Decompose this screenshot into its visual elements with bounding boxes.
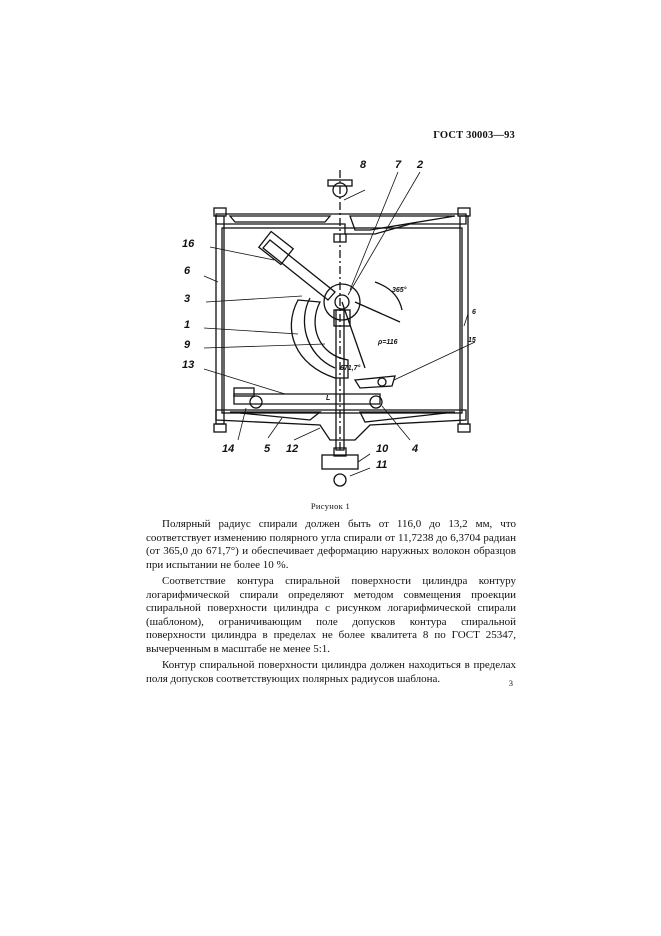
angle-label: 365°: [392, 287, 407, 294]
block-10: [322, 455, 358, 469]
label-11: 11: [376, 459, 388, 471]
label-12: 12: [286, 443, 299, 455]
label-2: 2: [417, 159, 424, 171]
label-7: 7: [395, 159, 402, 171]
part-15: [355, 376, 395, 388]
label-3: 3: [184, 293, 191, 305]
label-15: 15: [468, 337, 476, 344]
paragraph-2: Соответствие контура спиральной поверхности цилиндра контуру логарифмической спирали определяют методом совмещения проекции спиральной поверхности цилиндра с рисунком логарифмической спирали (шаблоном), ограничивающим поле допусков контура спиральной поверхности цилиндра в пределах не более квалитета 8 по ГОСТ 25347, вычерченным в масштабе не менее 5:1.: [146, 575, 516, 655]
label-10: 10: [376, 443, 389, 455]
angle2-label: 671,7°: [340, 365, 361, 372]
label-4: 4: [412, 443, 419, 455]
right-post: [460, 216, 468, 424]
label-13: 13: [182, 359, 195, 371]
left-post: [216, 216, 224, 424]
label-6-left: 6: [184, 265, 191, 277]
paragraph-3: Контур спиральной поверхности цилиндра должен находиться в пределах поля допусков соответствующих полярных радиусов шаблона.: [146, 659, 516, 685]
standard-header: ГОСТ 30003—93: [433, 130, 515, 141]
label-9: 9: [184, 339, 191, 351]
small-l-label: L: [326, 395, 331, 402]
top-beam: [216, 214, 466, 234]
label-8: 8: [360, 159, 367, 171]
paragraph-1: Полярный радиус спирали должен быть от 116,0 до 13,2 мм, что соответствует изменению полярного угла спирали от 11,7238 до 6,3704 радиан (от 365,0 до 671,7°) и обеспечивает деформацию наружных волокон образцов при испытании не более 10 %.: [146, 518, 516, 571]
drawing-svg: [170, 150, 490, 490]
label-14: 14: [222, 443, 235, 455]
radius-label: ρ=116: [378, 339, 398, 346]
technical-drawing: [170, 150, 490, 490]
body-text: [146, 518, 516, 689]
arm-16: [263, 240, 335, 300]
label-1: 1: [184, 319, 191, 331]
label-6-right: 6: [472, 309, 476, 316]
figure-caption: Рисунок 1: [310, 501, 351, 511]
label-16: 16: [182, 238, 195, 250]
label-5: 5: [264, 443, 271, 455]
spiral-surface: [304, 298, 335, 368]
bolt-11: [334, 474, 346, 486]
page-number: 3: [508, 678, 513, 688]
